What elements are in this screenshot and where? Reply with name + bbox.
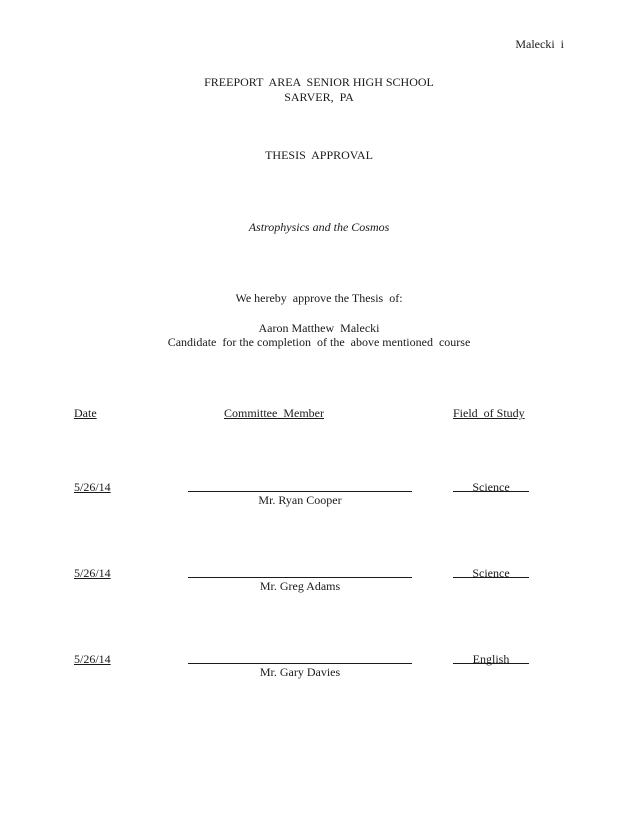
signature-line xyxy=(188,577,412,578)
school-location: SARVER, PA xyxy=(284,90,354,104)
approval-date: 5/26/14 xyxy=(74,566,111,580)
approval-date: 5/26/14 xyxy=(74,480,111,494)
committee-member-name: Mr. Ryan Cooper xyxy=(258,493,342,507)
field-underline xyxy=(453,577,529,578)
field-underline xyxy=(453,663,529,664)
approval-statement: We hereby approve the Thesis of: xyxy=(235,291,403,305)
thesis-title: Astrophysics and the Cosmos xyxy=(248,220,390,234)
field-of-study-value: Science xyxy=(472,566,510,580)
committee-member-name: Mr. Greg Adams xyxy=(259,579,341,593)
committee-member-name: Mr. Gary Davies xyxy=(259,665,341,679)
field-underline xyxy=(453,491,529,492)
candidate-description: Candidate for the completion of the above mentioned course xyxy=(167,335,471,349)
header-date: Date xyxy=(74,406,97,420)
school-name: FREEPORT AREA SENIOR HIGH SCHOOL xyxy=(204,75,434,89)
approval-heading: THESIS APPROVAL xyxy=(265,148,373,162)
signature-line xyxy=(188,491,412,492)
field-of-study-value: Science xyxy=(472,480,510,494)
approval-date: 5/26/14 xyxy=(74,652,111,666)
header-field-of-study: Field of Study xyxy=(453,406,525,420)
candidate-name: Aaron Matthew Malecki xyxy=(258,321,380,335)
page-header: Malecki i xyxy=(515,37,564,51)
signature-line xyxy=(188,663,412,664)
header-committee-member: Committee Member xyxy=(224,406,324,420)
field-of-study-value: English xyxy=(472,652,510,666)
